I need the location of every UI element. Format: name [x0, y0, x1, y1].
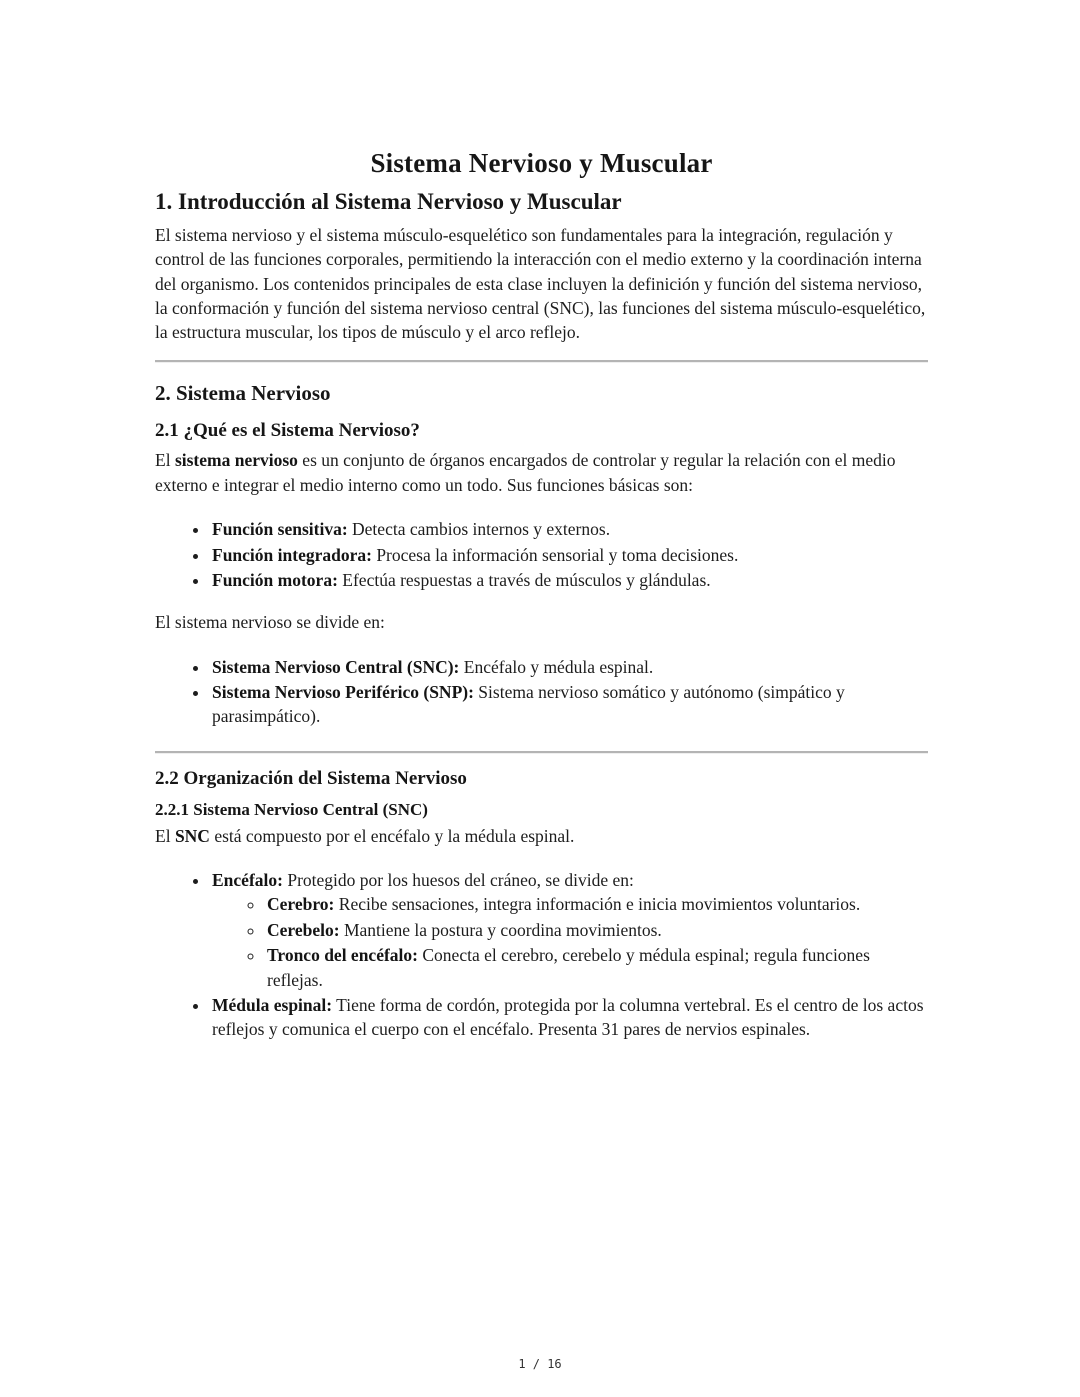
list-item-funcion-motora: [210, 568, 928, 592]
list-item-cerebelo: [265, 918, 928, 942]
list-item-tronco-encefalo: [265, 943, 928, 992]
list-item-term: Función motora:: [212, 570, 338, 591]
section-2-2-1-heading: 2.2.1 Sistema Nervioso Central (SNC): [155, 799, 428, 819]
list-item-term: Encéfalo:: [212, 870, 283, 891]
cns-post: está compuesto por el encéfalo y la médula espinal.: [209, 825, 575, 846]
list-item-text: Efectúa respuestas a través de músculos y glándulas.: [337, 570, 711, 591]
list-item-cerebro: [265, 892, 928, 916]
cns-structure-list: [155, 868, 928, 1042]
list-item-term: Función integradora:: [212, 544, 372, 565]
section-2-2-heading: 2.2 Organización del Sistema Nervioso: [155, 767, 467, 789]
list-item-text: Procesa la información sensorial y toma decisiones.: [371, 544, 739, 565]
list-item-term: Sistema Nervioso Periférico (SNP):: [212, 682, 474, 703]
encephalon-sublist: [212, 892, 928, 992]
cns-pre: El: [155, 825, 175, 846]
page-number: 1 / 16: [518, 1357, 562, 1371]
list-item-snp: [210, 680, 928, 729]
divide-paragraph: El sistema nervioso se divide en:: [155, 612, 385, 633]
list-item-term: Sistema Nervioso Central (SNC):: [212, 656, 460, 677]
what-is-paragraph: [155, 448, 928, 497]
list-item-medula-espinal: [210, 993, 928, 1042]
section-2-heading: 2. Sistema Nervioso: [155, 381, 331, 406]
what-is-pre: El: [155, 450, 175, 471]
divisions-list: [155, 655, 928, 729]
list-item-text: Tiene forma de cordón, protegida por la columna vertebral. Es el centro de los actos reflejos y comunica el cuerpo con el encéfalo. Presenta 31 pares de nervios espinales.: [212, 995, 924, 1040]
list-item-text: Conecta el cerebro, cerebelo y médula espinal; regula funciones reflejas.: [267, 945, 870, 990]
list-item-text: Detecta cambios internos y externos.: [347, 519, 611, 540]
what-is-post: es un conjunto de órganos encargados de controlar y regular la relación con el medio externo e integrar el medio interno como un todo. Sus funciones básicas son:: [155, 450, 896, 495]
section-2-1-heading: 2.1 ¿Qué es el Sistema Nervioso?: [155, 420, 420, 442]
list-item-encefalo: [210, 868, 928, 992]
what-is-bold: sistema nervioso: [174, 450, 298, 471]
list-item-text: Recibe sensaciones, integra información e inicia movimientos voluntarios.: [334, 894, 861, 915]
list-item-snc: [210, 655, 928, 679]
divider-2: [155, 751, 928, 754]
list-item-term: Función sensitiva:: [212, 519, 348, 540]
list-item-funcion-sensitiva: [210, 517, 928, 541]
cns-bold: SNC: [174, 825, 210, 846]
intro-paragraph: El sistema nervioso y el sistema músculo-esquelético son fundamentales para la integración, regulación y control de las funciones corporales, permitiendo la interacción con el medio externo y la coordinación interna del organismo. Los contenidos principales de esta clase incluyen la definición y función del sistema nervioso, la conformación y función del sistema nervioso central (SNC), las funciones del sistema músculo-esquelético, la estructura muscular, los tipos de músculo y el arco reflejo.: [155, 225, 926, 343]
list-item-text: Protegido por los huesos del cráneo, se divide en:: [282, 870, 634, 891]
list-item-term: Cerebro:: [267, 894, 335, 915]
list-item-text: Encéfalo y médula espinal.: [459, 656, 654, 677]
list-item-term: Médula espinal:: [212, 995, 333, 1016]
functions-list: [155, 517, 928, 592]
list-item-funcion-integradora: [210, 543, 928, 567]
cns-paragraph: [155, 824, 928, 848]
list-item-text: Sistema nervioso somático y autónomo (simpático y parasimpático).: [212, 682, 845, 727]
list-item-term: Tronco del encéfalo:: [267, 945, 418, 966]
divider-1: [155, 360, 928, 363]
section-1-heading: 1. Introducción al Sistema Nervioso y Muscular: [155, 189, 622, 214]
list-item-text: Mantiene la postura y coordina movimientos.: [339, 919, 662, 940]
page-title: Sistema Nervioso y Muscular: [370, 148, 713, 178]
list-item-term: Cerebelo:: [267, 919, 340, 940]
